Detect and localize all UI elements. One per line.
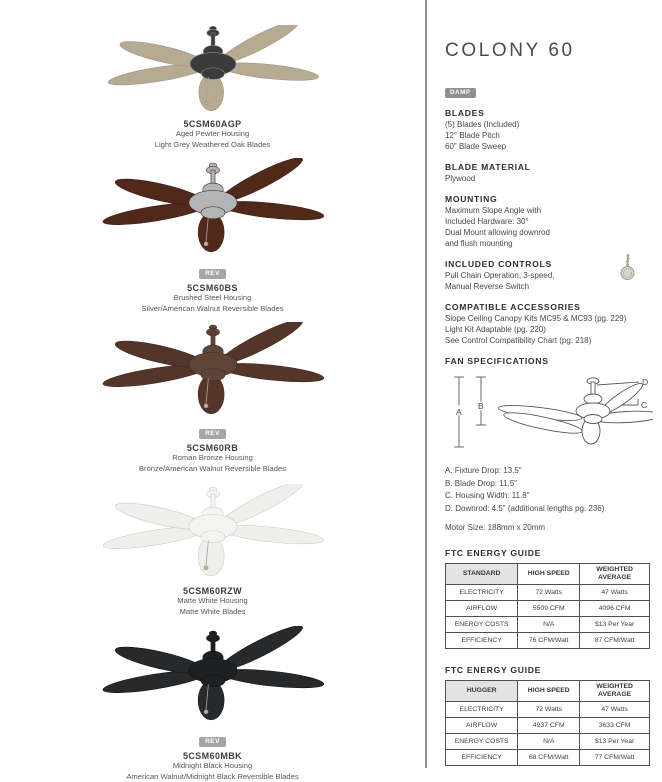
energy-table-cell: 4937 CFM	[518, 718, 580, 734]
energy-table	[445, 563, 650, 649]
product-card	[0, 484, 425, 617]
energy-table-row	[446, 601, 650, 617]
dimension-line: D. Downrod: 4.5" (additional lengths pg. 236)	[445, 503, 650, 516]
spec-section-line: Plywood	[445, 173, 650, 184]
spec-section-heading: COMPATIBLE ACCESSORIES	[445, 301, 650, 313]
fan-specifications-heading: FAN SPECIFICATIONS	[445, 355, 650, 367]
product-card	[0, 626, 425, 782]
energy-table-cell: 87 CFM/Watt	[580, 633, 650, 649]
svg-text:C: C	[641, 400, 647, 410]
spec-section-line: Included Hardware: 30°	[445, 216, 650, 227]
spec-section-line: 60" Blade Sweep	[445, 141, 650, 152]
energy-table-cell: 72 Watts	[518, 702, 580, 718]
ceiling-fan-image	[83, 626, 343, 730]
energy-table-row	[446, 633, 650, 649]
energy-table-header-cell: WEIGHTED AVERAGE	[580, 564, 650, 585]
spec-section	[445, 301, 650, 346]
energy-table-row	[446, 702, 650, 718]
product-card	[0, 322, 425, 474]
product-description-line: American Walnut/Midnight Black Reversible Blades	[0, 772, 425, 782]
svg-text:A: A	[456, 407, 462, 417]
dimension-line: A. Fixture Drop: 13.5"	[445, 465, 650, 478]
spec-section-line: Pull Chain Operation, 3-speed,	[445, 270, 650, 281]
svg-text:D: D	[642, 377, 648, 387]
energy-table-cell: EFFICIENCY	[446, 633, 518, 649]
product-model: 5CSM60MBK	[0, 751, 425, 761]
product-description-line: Matte White Blades	[0, 607, 425, 618]
energy-table-cell: ELECTRICITY	[446, 585, 518, 601]
energy-table-cell: ENERGY COSTS	[446, 617, 518, 633]
energy-table-cell: ENERGY COSTS	[446, 734, 518, 750]
energy-table-cell: EFFICIENCY	[446, 750, 518, 766]
product-description-line: Aged Pewter Housing	[0, 129, 425, 140]
spec-section-line: 12° Blade Pitch	[445, 130, 650, 141]
reversible-badge: REV	[199, 737, 226, 747]
energy-table-cell: ELECTRICITY	[446, 702, 518, 718]
dimension-line: C. Housing Width: 11.8"	[445, 490, 650, 503]
product-model: 5CSM60RB	[0, 443, 425, 453]
energy-table-cell: N/A	[518, 734, 580, 750]
pull-chain-icon	[619, 254, 636, 284]
product-description-line: Midnight Black Housing	[0, 761, 425, 772]
energy-table-row	[446, 734, 650, 750]
energy-guides	[445, 547, 650, 766]
dimension-list	[445, 465, 650, 515]
energy-table-cell: 47 Watts	[580, 585, 650, 601]
motor-size: Motor Size: 188mm x 20mm	[445, 523, 650, 532]
product-description-line: Brushed Steel Housing	[0, 293, 425, 304]
product-model: 5CSM60AGP	[0, 119, 425, 129]
product-card	[0, 158, 425, 314]
product-model: 5CSM60BS	[0, 283, 425, 293]
energy-table-header-cell: WEIGHTED AVERAGE	[580, 681, 650, 702]
page-title: COLONY 60	[445, 40, 650, 62]
spec-section-heading: BLADES	[445, 107, 650, 119]
reversible-badge: REV	[199, 269, 226, 279]
energy-guide-heading: FTC ENERGY GUIDE	[445, 664, 650, 676]
energy-table-cell: $13 Per Year	[580, 734, 650, 750]
energy-table-header-cell: HUGGER	[446, 681, 518, 702]
column-divider	[425, 0, 427, 768]
fan-dimensions-diagram	[445, 371, 650, 463]
spec-section-line: See Control Compatibility Chart (pg. 218)	[445, 335, 650, 346]
spec-section-line: (5) Blades (Included)	[445, 119, 650, 130]
energy-table-cell: $13 Per Year	[580, 617, 650, 633]
spec-section-heading: BLADE MATERIAL	[445, 161, 650, 173]
product-description-line: Bronze/American Walnut Reversible Blades	[0, 464, 425, 475]
spec-section	[445, 161, 650, 184]
energy-table-header-cell: HIGH SPEED	[518, 681, 580, 702]
product-description-line: Matte White Housing	[0, 596, 425, 607]
energy-table-cell: N/A	[518, 617, 580, 633]
energy-table-header-cell: STANDARD	[446, 564, 518, 585]
spec-section-line: Maximum Slope Angle with	[445, 205, 650, 216]
energy-table-cell: AIRFLOW	[446, 718, 518, 734]
product-description-line: Roman Bronze Housing	[0, 453, 425, 464]
energy-guide	[445, 664, 650, 766]
energy-table-cell: 4096 CFM	[580, 601, 650, 617]
energy-table-cell: AIRFLOW	[446, 601, 518, 617]
energy-table-row	[446, 718, 650, 734]
spec-section-heading: INCLUDED CONTROLS	[445, 258, 650, 270]
product-description-line: Silver/American Walnut Reversible Blades	[0, 304, 425, 315]
energy-table-header-cell: HIGH SPEED	[518, 564, 580, 585]
spec-section	[445, 107, 650, 152]
spec-section	[445, 258, 650, 292]
energy-table-row	[446, 750, 650, 766]
reversible-badge: REV	[199, 429, 226, 439]
spec-section-line: and flush mounting	[445, 238, 650, 249]
energy-table-cell: 47 Watts	[580, 702, 650, 718]
product-model: 5CSM60RZW	[0, 586, 425, 596]
ceiling-fan-image	[83, 25, 343, 117]
energy-table-cell: 77 CFM/Watt	[580, 750, 650, 766]
energy-table-cell: 76 CFM/Watt	[518, 633, 580, 649]
energy-guide	[445, 547, 650, 649]
energy-table-cell: 5509 CFM	[518, 601, 580, 617]
energy-table-cell: 3633 CFM	[580, 718, 650, 734]
energy-guide-heading: FTC ENERGY GUIDE	[445, 547, 650, 559]
spec-section-line: Slope Ceiling Canopy Kits MC95 & MC93 (pg. 229)	[445, 313, 650, 324]
svg-text:B: B	[478, 401, 484, 411]
spec-section-heading: MOUNTING	[445, 193, 650, 205]
spec-section	[445, 193, 650, 249]
ceiling-fan-image	[83, 484, 343, 584]
spec-section-line: Manual Reverse Switch	[445, 281, 650, 292]
damp-rating-badge: DAMP	[445, 88, 476, 98]
energy-table-cell: 72 Watts	[518, 585, 580, 601]
ceiling-fan-image	[83, 322, 343, 422]
spec-section-line: Light Kit Adaptable (pg. 220)	[445, 324, 650, 335]
product-description-line: Light Grey Weathered Oak Blades	[0, 140, 425, 151]
energy-table-row	[446, 617, 650, 633]
ceiling-fan-image	[83, 158, 343, 262]
spec-section-line: Dual Mount allowing downrod	[445, 227, 650, 238]
energy-table-cell: 68 CFM/Watt	[518, 750, 580, 766]
energy-table	[445, 680, 650, 766]
energy-table-row	[446, 585, 650, 601]
dimension-line: B. Blade Drop: 11.5"	[445, 478, 650, 491]
product-details-panel	[445, 0, 650, 766]
product-card	[0, 25, 425, 150]
spec-sections	[445, 107, 650, 346]
